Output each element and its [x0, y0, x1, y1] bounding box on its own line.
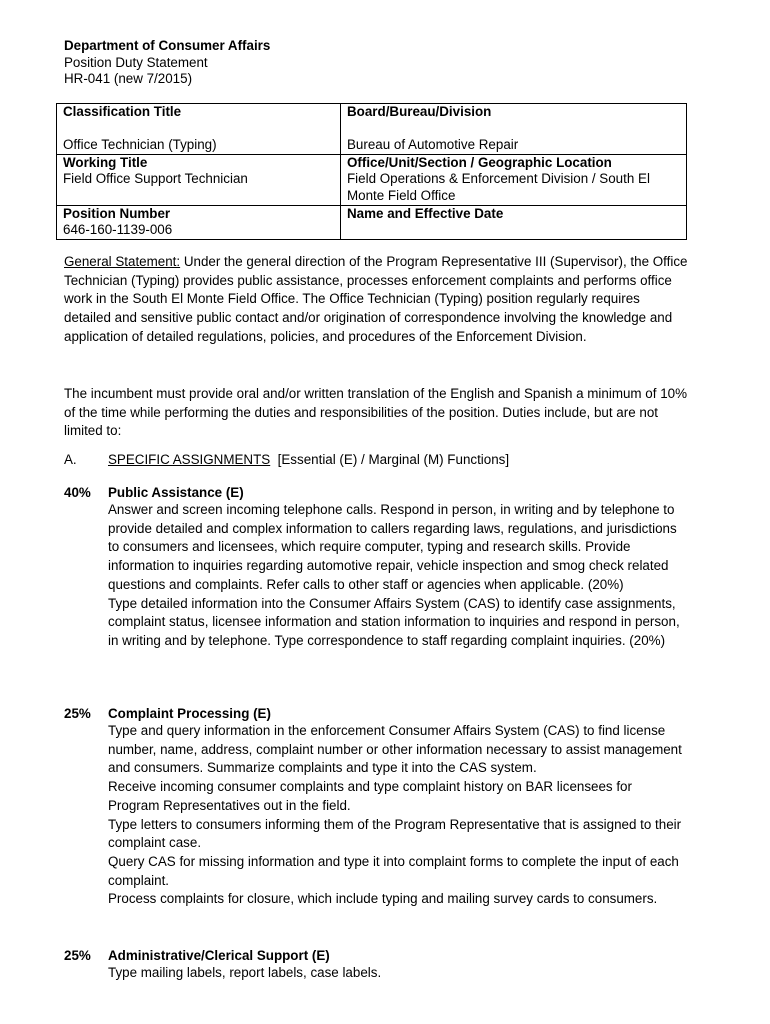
- working-title-label: Working Title: [63, 154, 148, 170]
- duty-paragraph: Type and query information in the enforcement Consumer Affairs System (CAS) to find license number, name, address, complaint number or other information necessary to assist management and consumers. Summarize complaints and type it into the CAS system.: [108, 723, 682, 776]
- duty-paragraph: Query CAS for missing information and type it into complaint forms to complete the input of each complaint.: [108, 853, 679, 888]
- document-header: [64, 38, 270, 88]
- duty-percent: 25%: [64, 706, 91, 721]
- duty-description: [108, 964, 683, 983]
- duty-paragraph: Type detailed information into the Consumer Affairs System (CAS) to identify case assignments, complaint status, licensee information and station information to inquiries and respond in person, in writing and by telephone. Type correspondence to staff regarding complaint inquiries. (20%): [108, 595, 680, 648]
- section-a-title: SPECIFIC ASSIGNMENTS: [108, 452, 271, 467]
- section-a-heading: [64, 451, 509, 469]
- incumbent-paragraph: The incumbent must provide oral and/or written translation of the English and Spanish a minimum of 10% of the time while performing the duties and responsibilities of the position. Duties include, but are not limited to:: [64, 386, 687, 439]
- position-number-value: 646-160-1139-006: [63, 222, 173, 238]
- position-number-cell: [57, 205, 341, 239]
- general-statement-label: General Statement:: [64, 254, 181, 269]
- board-cell: [341, 104, 687, 155]
- office-label: Office/Unit/Section / Geographic Location: [347, 154, 612, 170]
- board-label: Board/Bureau/Division: [347, 104, 492, 119]
- duty-percent: 25%: [64, 948, 91, 963]
- form-number: HR-041 (new 7/2015): [64, 71, 193, 86]
- department-name: Department of Consumer Affairs: [64, 38, 271, 53]
- classification-title-value: Office Technician (Typing): [63, 137, 217, 153]
- working-title-value: Field Office Support Technician: [63, 171, 248, 187]
- duty-paragraph: Type letters to consumers informing them of the Program Representative that is assigned to their complaint case.: [108, 816, 682, 851]
- classification-title-cell: [57, 104, 341, 155]
- working-title-cell: [57, 154, 341, 205]
- duty-title: Public Assistance (E): [108, 485, 244, 500]
- office-value: Field Operations & Enforcement Division / South El Monte Field Office: [347, 171, 650, 203]
- document-type: Position Duty Statement: [64, 54, 208, 70]
- duty-title: Administrative/Clerical Support (E): [108, 948, 330, 963]
- duty-description: [108, 501, 683, 651]
- duty-description: [108, 722, 683, 909]
- duty-percent: 40%: [64, 485, 91, 500]
- name-date-cell: [341, 205, 687, 239]
- position-info-table: [56, 103, 687, 240]
- general-statement: [64, 253, 689, 347]
- duty-paragraph: Answer and screen incoming telephone calls. Respond in person, in writing and by telephone to provide detailed and complex information to callers regarding laws, regulations, and jurisdictions to consumers and licensees, which require computer, typing and research skills. Provide information to inquiries regarding automotive repair, vehicle inspection and smog check related questions and complaints. Refer calls to other staff or agencies when applicable. (20%): [108, 502, 677, 592]
- general-statement-text: Under the general direction of the Program Representative III (Supervisor), the Office Technician (Typing) provides public assistance, processes enforcement complaints and performs office work in the South El Monte Field Office. The Office Technician (Typing) position regularly requires detailed and sensitive public contact and/or origination of correspondence involving the knowledge and application of detailed regulations, policies, and procedures of the Enforcement Division.: [64, 254, 688, 344]
- duty-paragraph: Process complaints for closure, which include typing and mailing survey cards to consumers.: [108, 891, 658, 907]
- duty-title: Complaint Processing (E): [108, 706, 271, 721]
- classification-title-label: Classification Title: [63, 104, 182, 119]
- office-cell: [341, 154, 687, 205]
- name-date-label: Name and Effective Date: [347, 205, 504, 221]
- duty-paragraph: Receive incoming consumer complaints and type complaint history on BAR licensees for Program Representatives out in the field.: [108, 779, 632, 813]
- position-number-label: Position Number: [63, 205, 171, 221]
- section-a-suffix: [Essential (E) / Marginal (M) Functions]: [270, 452, 510, 467]
- board-value: Bureau of Automotive Repair: [347, 137, 519, 153]
- duty-paragraph: Type mailing labels, report labels, case labels.: [108, 965, 382, 980]
- section-a-letter: A.: [64, 452, 77, 467]
